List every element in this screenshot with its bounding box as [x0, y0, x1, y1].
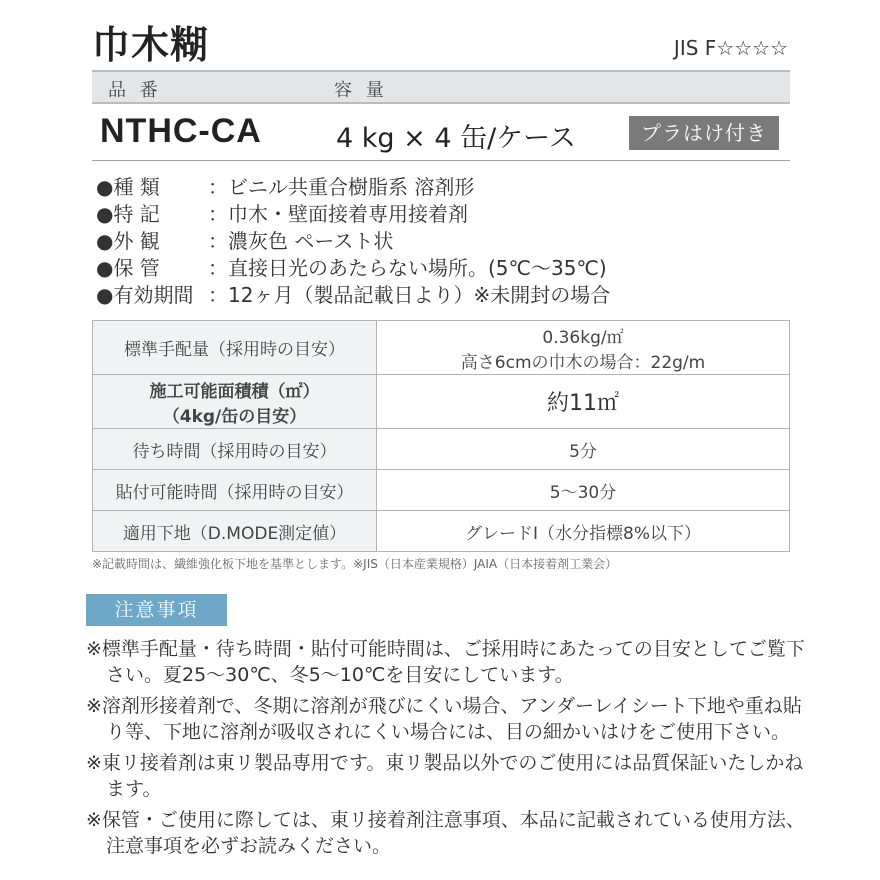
table-key: 適用下地（D.MODE測定値） — [93, 511, 377, 552]
brush-included-badge: プラはけ付き — [629, 116, 779, 150]
table-value: 約11㎡ — [377, 375, 790, 429]
spec-label: ●有効期間 — [96, 283, 194, 307]
spec-value: ：12ヶ月（製品記載日より）※未開封の場合 — [208, 283, 611, 307]
caution-item: ※標準手配量・待ち時間・貼付可能時間は、ご採用時にあたっての目安としてご覧下さい。夏25〜30℃、冬5〜10℃を目安にしています。 — [86, 638, 805, 686]
spec-list — [96, 174, 610, 309]
table-key: 標準手配量（採用時の目安） — [93, 321, 377, 375]
table-key: 待ち時間（採用時の目安） — [93, 429, 377, 470]
table-row — [93, 429, 790, 470]
jis-rating: JIS F☆☆☆☆ — [673, 36, 788, 60]
spec-row — [96, 174, 610, 201]
caution-item: ※保管・ご使用に際しては、東リ接着剤注意事項、本品に記載されている使用方法、注意事項を必ずお読みください。 — [86, 809, 805, 857]
spec-table — [92, 320, 790, 552]
caution-item: ※溶剤形接着剤で、冬期に溶剤が飛びにくい場合、アンダーレイシート下地や重ね貼り等、下地に溶剤が吸収されにくい場合には、目の細かいはけをご使用下さい。 — [86, 695, 802, 743]
table-value: 0.36kg/㎡ 高さ6cmの巾木の場合：22g/m — [377, 321, 790, 375]
spec-row — [96, 201, 610, 228]
spec-value: ：ビニル共重合樹脂系 溶剤形 — [208, 175, 475, 199]
spec-label: ●種 類 — [96, 175, 160, 199]
spec-row — [96, 255, 610, 282]
spec-row — [96, 228, 610, 255]
spec-value: ：濃灰色 ペースト状 — [208, 229, 394, 253]
product-quantity: 4 kg × 4 缶/ケース — [336, 123, 576, 154]
spec-value: ：巾木・壁面接着専用接着剤 — [208, 202, 468, 226]
table-row — [93, 321, 790, 375]
page-title: 巾木糊 — [92, 23, 210, 67]
table-value: 5〜30分 — [377, 470, 790, 511]
table-value: 5分 — [377, 429, 790, 470]
caution-list — [86, 636, 806, 864]
table-row — [93, 470, 790, 511]
caution-heading: 注意事項 — [86, 594, 227, 626]
table-row — [93, 511, 790, 552]
spec-label: ●保 管 — [96, 256, 160, 280]
col-product-label: 品 番 — [108, 80, 162, 101]
table-row — [93, 375, 790, 429]
caution-item: ※東リ接着剤は東リ製品専用です。東リ製品以外でのご使用には品質保証いたしかねます。 — [86, 752, 804, 800]
table-footnote: ※記載時間は、繊維強化板下地を基準とします。※JIS（日本産業規格）JAIA（日本接着剤工業会） — [92, 557, 618, 571]
spec-row — [96, 282, 610, 309]
spec-value: ：直接日光のあたらない場所。(5℃〜35℃) — [208, 256, 607, 280]
divider — [92, 160, 790, 161]
table-key: 貼付可能時間（採用時の目安） — [93, 470, 377, 511]
table-key: 施工可能面積積（㎡） （4kg/缶の目安） — [93, 375, 377, 429]
spec-label: ●外 観 — [96, 229, 160, 253]
product-code: NTHC-CA — [100, 112, 262, 150]
table-value: グレードⅠ（水分指標8%以下） — [377, 511, 790, 552]
header-bar — [92, 70, 790, 104]
spec-label: ●特 記 — [96, 202, 160, 226]
col-capacity-label: 容 量 — [334, 80, 388, 101]
